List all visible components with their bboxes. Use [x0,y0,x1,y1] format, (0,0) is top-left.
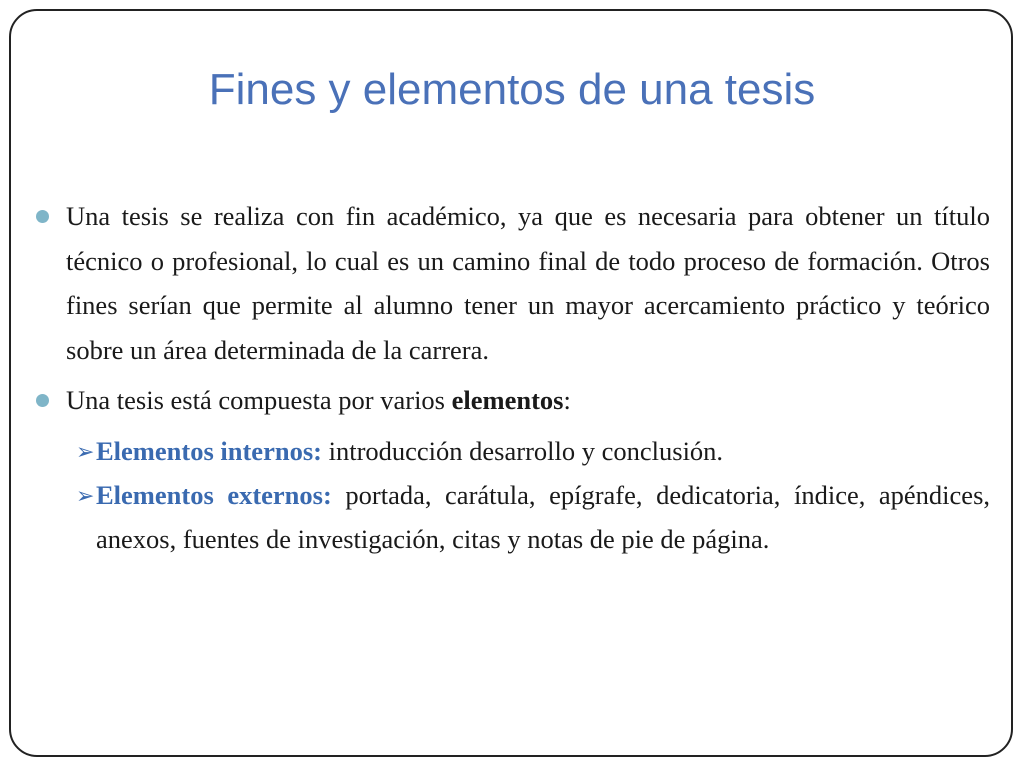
arrow-right-icon: ➢ [76,483,95,509]
bullet-dot-icon [36,210,49,223]
sub-item-internos [36,429,990,473]
slide-body [36,194,990,561]
sub-item-label: Elementos internos: [96,435,322,466]
sub-item-externos [36,473,990,561]
bullet-dot-icon [36,394,49,407]
sub-item-text: introducción desarrollo y conclusión. [321,435,724,466]
arrow-right-icon: ➢ [76,439,95,465]
bullet-item [36,378,990,423]
bullet-text-bold: elementos [451,385,564,415]
bullet-text-after: : [563,385,571,415]
slide-title: Fines y elementos de una tesis [208,65,816,114]
sub-item-text: portada, carátula, epígrafe, dedicatoria, índice, apéndices, anexos, fuentes de investigación, citas y notas de pie de página. [96,479,991,554]
sub-item-label: Elementos externos: [96,479,332,510]
bullet-item [36,194,990,372]
bullet-text-before: Una tesis está compuesta por varios [66,385,452,415]
bullet-text: Una tesis se realiza con fin académico, ya que es necesaria para obtener un título técnico o profesional, lo cual es un camino final de todo proceso de formación. Otros fines serían que permite al alumno tener un mayor acercamiento práctico y teórico sobre un área determinada de la carrera. [66,201,990,365]
